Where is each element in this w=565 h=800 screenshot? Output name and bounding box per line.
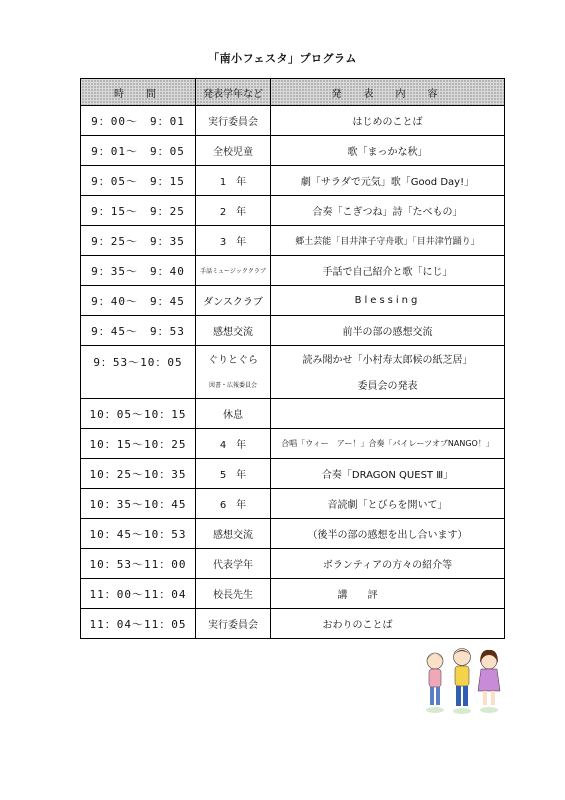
table-row	[81, 579, 505, 609]
table-row	[81, 459, 505, 489]
table-row	[81, 166, 505, 196]
grade-cell: 休息	[196, 399, 271, 429]
table-row	[81, 489, 505, 519]
time-cell: 10：53～11：00	[81, 549, 196, 579]
grade-cell: 3 年	[196, 226, 271, 256]
content-cell: 劇「サラダで元気」歌「Good Day!」	[271, 166, 505, 196]
grade-cell: 実行委員会	[196, 106, 271, 136]
table-row	[81, 106, 505, 136]
time-cell: 9：05～ 9：15	[81, 166, 196, 196]
content-cell: ボランティアの方々の紹介等	[271, 549, 505, 579]
grade-cell: ぐりとぐら	[196, 346, 271, 371]
time-cell: 9：15～ 9：25	[81, 196, 196, 226]
grade-cell: 1 年	[196, 166, 271, 196]
table-row	[81, 316, 505, 346]
time-cell: 10：45～10：53	[81, 519, 196, 549]
content-cell	[271, 399, 505, 429]
grade-cell: 5 年	[196, 459, 271, 489]
time-cell: 9：25～ 9：35	[81, 226, 196, 256]
time-cell: 10：05～10：15	[81, 399, 196, 429]
page-title: 「南小フェスタ」プログラム	[208, 52, 357, 65]
table-row	[81, 519, 505, 549]
header-grade: 発表学年など	[196, 79, 271, 106]
grade-cell: ダンスクラブ	[196, 286, 271, 316]
table-row	[81, 196, 505, 226]
header-time: 時 間	[81, 79, 196, 106]
three-children-icon	[420, 645, 505, 715]
content-cell: 手話で自己紹介と歌「にじ」	[271, 256, 505, 286]
grade-cell: 代表学年	[196, 549, 271, 579]
grade-cell: 2 年	[196, 196, 271, 226]
table-row	[81, 399, 505, 429]
time-cell: 9：00～ 9：01	[81, 106, 196, 136]
time-cell: 9：01～ 9：05	[81, 136, 196, 166]
table-row	[81, 549, 505, 579]
content-cell: （後半の部の感想を出し合います）	[271, 519, 505, 549]
content-cell: 読み聞かせ「小村寿太郎候の紙芝居」	[271, 346, 505, 371]
content-cell: 合奏「DRAGON QUEST Ⅲ」	[271, 459, 505, 489]
grade-cell: 6 年	[196, 489, 271, 519]
content-cell: 講 評	[271, 579, 505, 609]
content-cell: 合唱「ウィー アー！」合奏「パイレーツオブNANGO！」	[271, 429, 505, 459]
time-cell: 9：45～ 9：53	[81, 316, 196, 346]
grade-cell: 感想交流	[196, 316, 271, 346]
time-cell: 10：25～10：35	[81, 459, 196, 489]
content-cell: はじめのことば	[271, 106, 505, 136]
content-cell: 前半の部の感想交流	[271, 316, 505, 346]
grade-cell: 実行委員会	[196, 609, 271, 639]
grade-cell: 4 年	[196, 429, 271, 459]
content-cell: Blessing	[271, 286, 505, 316]
program-table	[80, 78, 505, 639]
time-cell: 9：53～10：05	[81, 346, 196, 399]
table-row	[81, 256, 505, 286]
content-cell-sub: 委員会の発表	[271, 370, 505, 399]
time-cell: 10：15～10：25	[81, 429, 196, 459]
time-cell: 9：35～ 9：40	[81, 256, 196, 286]
table-row	[81, 429, 505, 459]
time-cell: 11：04～11：05	[81, 609, 196, 639]
content-cell: 歌「まっかな秋」	[271, 136, 505, 166]
grade-cell-sub: 図書・広報委員会	[196, 370, 271, 399]
table-row	[81, 609, 505, 639]
grade-cell: 手話ミュージッククラブ	[196, 256, 271, 286]
content-cell: おわりのことば	[271, 609, 505, 639]
grade-cell: 全校児童	[196, 136, 271, 166]
content-cell: 合奏「こぎつね」詩「たべもの」	[271, 196, 505, 226]
table-row	[81, 346, 505, 371]
time-cell: 9：40～ 9：45	[81, 286, 196, 316]
table-header-row	[81, 79, 505, 106]
grade-cell: 感想交流	[196, 519, 271, 549]
time-cell: 11：00～11：04	[81, 579, 196, 609]
header-content: 発 表 内 容	[271, 79, 505, 106]
table-row	[81, 136, 505, 166]
time-cell: 10：35～10：45	[81, 489, 196, 519]
table-row	[81, 226, 505, 256]
table-row	[81, 286, 505, 316]
content-cell: 音読劇「とびらを開いて」	[271, 489, 505, 519]
content-cell: 郷土芸能「目井津子守舟歌」「目井津竹踊り」	[271, 226, 505, 256]
grade-cell: 校長先生	[196, 579, 271, 609]
